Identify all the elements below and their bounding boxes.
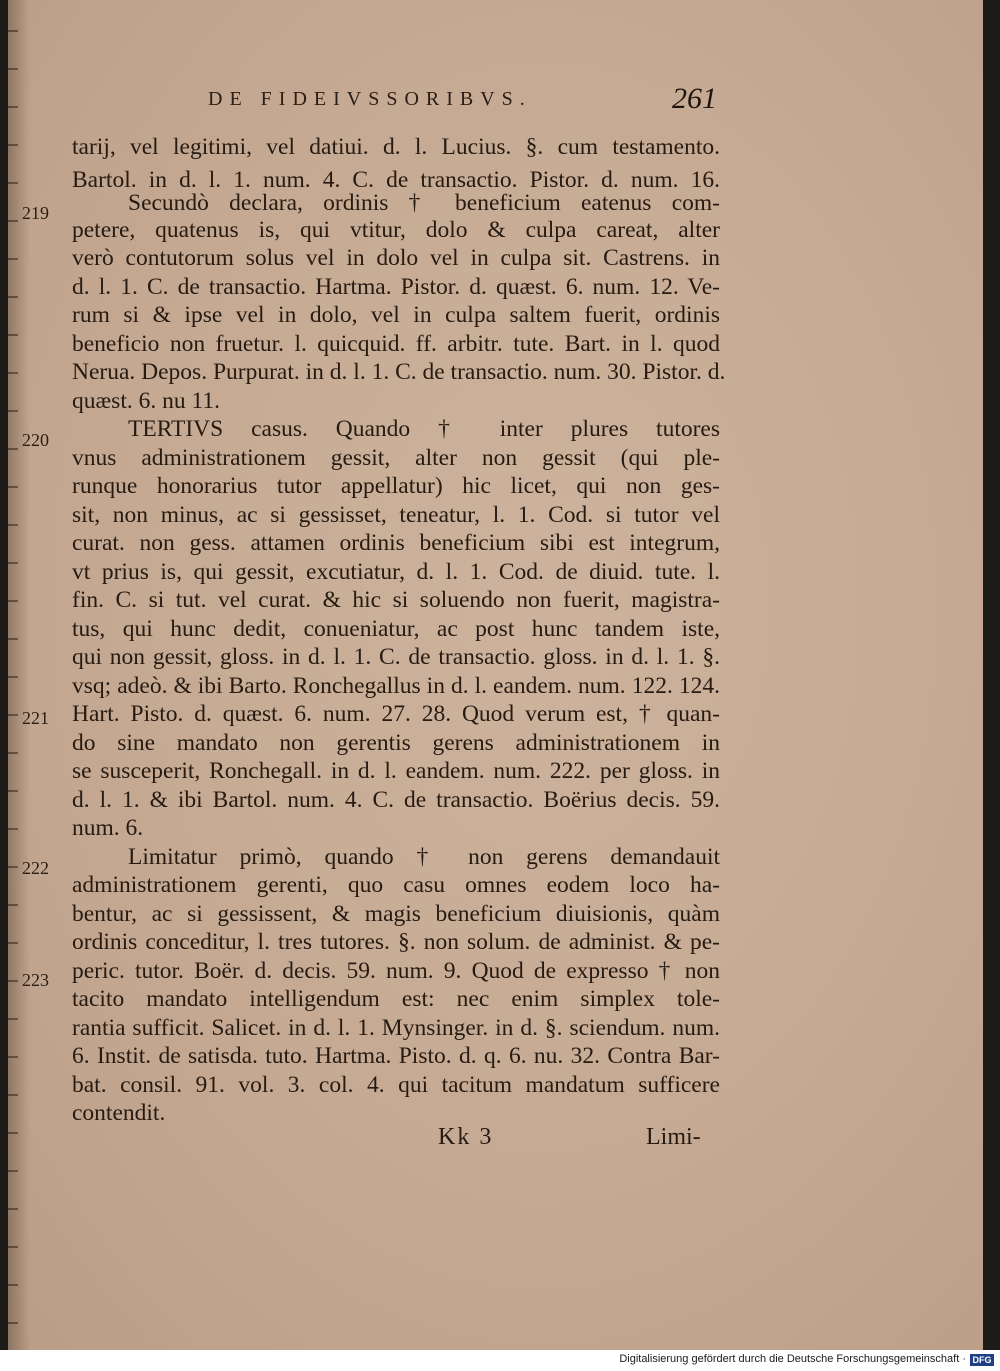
text-line: bentur, ac si gessissent, & magis beneficium diuisionis, quàm — [72, 901, 720, 927]
margin-number: 219 — [22, 203, 49, 223]
funding-credit: Digitalisierung gefördert durch die Deutsche Forschungsgemeinschaft · — [619, 1353, 966, 1365]
text-line: qui non gessit, gloss. in d. l. 1. C. de transactio. gloss. in d. l. 1. §. — [72, 644, 720, 670]
dfg-logo: DFG — [970, 1354, 994, 1366]
margin-number: 223 — [22, 970, 49, 990]
text-line: do sine mandato non gerentis gerens administrationem in — [72, 730, 720, 756]
text-line: peric. tutor. Boër. d. decis. 59. num. 9. Quod de expresso † non — [72, 958, 720, 984]
text-line: verò contutorum solus vel in dolo vel in culpa sit. Castrens. in — [72, 245, 720, 271]
text-line: se susceperit, Ronchegall. in d. l. eandem. num. 222. per gloss. in — [72, 758, 720, 784]
text-line: curat. non gess. attamen ordinis beneficium sibi est integrum, — [72, 530, 720, 556]
text-line: vt prius is, qui gessit, excutiatur, d. l. 1. Cod. de diuid. tute. l. — [72, 559, 720, 585]
signature-mark: Kk 3 — [438, 1124, 494, 1150]
text-line: num. 6. — [72, 815, 144, 841]
text-line: rantia sufficit. Salicet. in d. l. 1. Mynsinger. in d. §. sciendum. num. — [72, 1015, 720, 1041]
text-line: petere, quatenus is, qui vtitur, dolo & culpa careat, alter — [72, 217, 720, 243]
text-line: ordinis conceditur, l. tres tutores. §. non solum. de administ. & pe- — [72, 929, 720, 955]
text-line: d. l. 1. C. de transactio. Hartma. Pistor. d. quæst. 6. num. 12. Ve- — [72, 274, 720, 300]
running-head: DE FIDEIVSSORIBVS. — [208, 88, 532, 110]
text-line: tarij, vel legitimi, vel datiui. d. l. Lucius. §. cum testamento. — [72, 134, 720, 160]
page-number: 261 — [672, 82, 717, 115]
text-line: fin. C. si tut. vel curat. & hic si soluendo non fuerit, magistra- — [72, 587, 720, 613]
text-line: TERTIVS casus. Quando † inter plures tutores — [128, 416, 720, 442]
margin-number: 221 — [22, 708, 49, 728]
margin-number: 220 — [22, 430, 49, 450]
text-line: quæst. 6. nu 11. — [72, 388, 220, 414]
text-line: runque honorarius tutor appellatur) hic licet, qui non ges- — [72, 473, 720, 499]
text-line: tus, qui hunc dedit, conueniatur, ac post hunc tandem iste, — [72, 616, 720, 642]
text-line: beneficio non fruetur. l. quicquid. ff. arbitr. tute. Bart. in l. quod — [72, 331, 720, 357]
text-line: Bartol. in d. l. 1. num. 4. C. de transactio. Pistor. d. num. 16. — [72, 167, 720, 193]
text-line: administrationem gerenti, quo casu omnes eodem loco ha- — [72, 872, 720, 898]
text-line: vsq; adeò. & ibi Barto. Ronchegallus in d. l. eandem. num. 122. 124. — [72, 673, 720, 699]
text-line: sit, non minus, ac si gessisset, teneatur, l. 1. Cod. si tutor vel — [72, 502, 720, 528]
text-line: Limitatur primò, quando † non gerens demandauit — [128, 844, 720, 870]
text-line: Secundò declara, ordinis † beneficium eatenus com- — [128, 190, 720, 216]
text-line: vnus administrationem gessit, alter non gessit (qui ple- — [72, 445, 720, 471]
text-line: contendit. — [72, 1100, 166, 1126]
text-line: Nerua. Depos. Purpurat. in d. l. 1. C. de transactio. num. 30. Pistor. d. — [72, 359, 726, 385]
catchword: Limi- — [646, 1124, 701, 1150]
margin-number: 222 — [22, 858, 49, 878]
footer-bar — [0, 1350, 1000, 1371]
text-line: rum si & ipse vel in dolo, vel in culpa saltem fuerit, ordinis — [72, 302, 720, 328]
text-line: tacito mandato intelligendum est: nec enim simplex tole- — [72, 986, 720, 1012]
text-line: d. l. 1. & ibi Bartol. num. 4. C. de transactio. Boërius decis. 59. — [72, 787, 720, 813]
text-line: 6. Instit. de satisda. tuto. Hartma. Pisto. d. q. 6. nu. 32. Contra Bar- — [72, 1043, 720, 1069]
text-line: Hart. Pisto. d. quæst. 6. num. 27. 28. Quod verum est, † quan- — [72, 701, 720, 727]
text-line: bat. consil. 91. vol. 3. col. 4. qui tacitum mandatum sufficere — [72, 1072, 720, 1098]
